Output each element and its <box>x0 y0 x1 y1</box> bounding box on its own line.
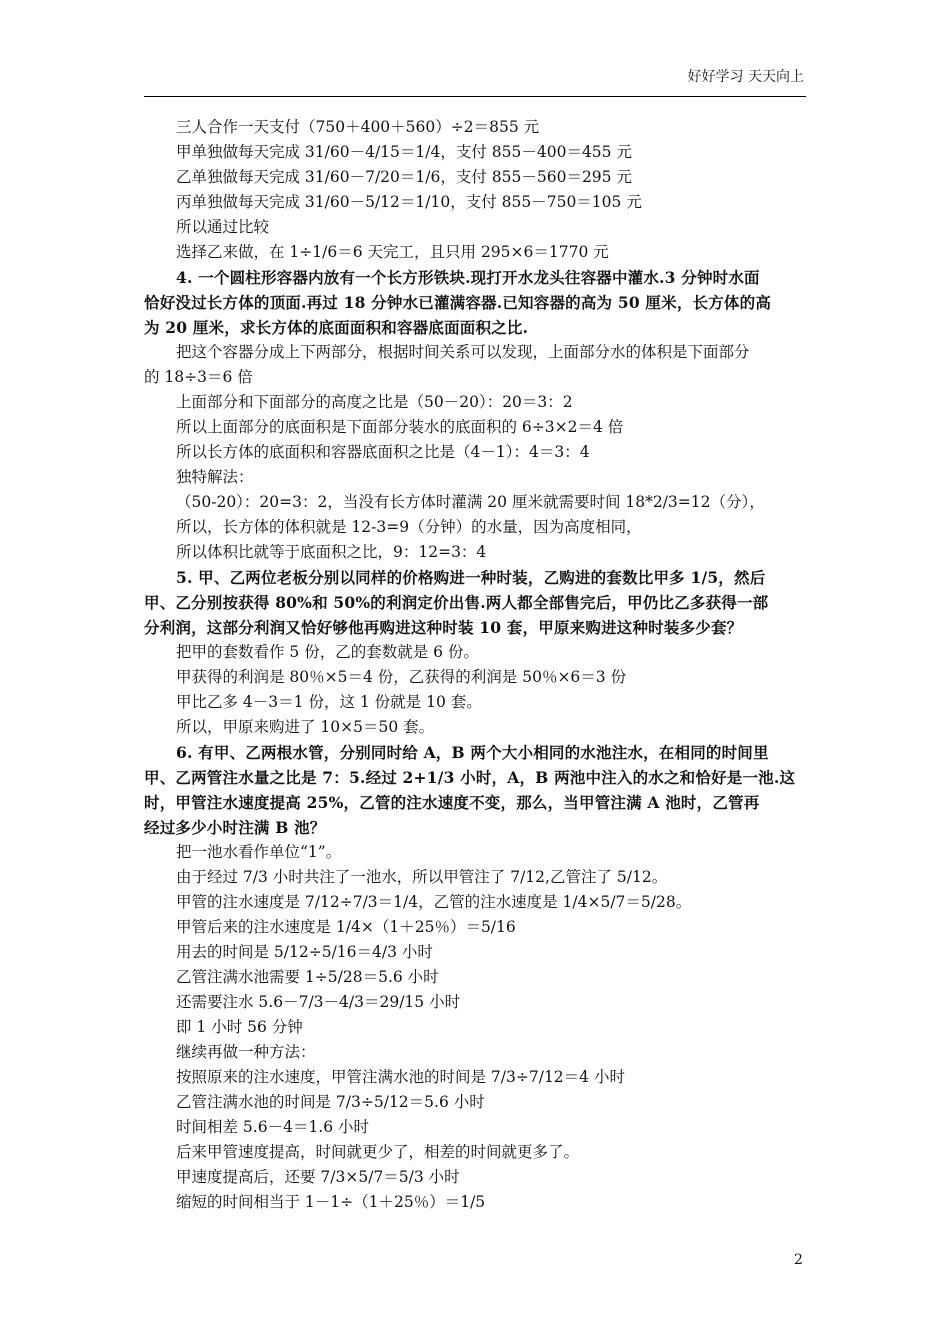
text-line: （50-20）：20=3：2，当没有长方体时灌满 20 厘米就需要时间 18*2/3=12（分）， <box>176 493 765 511</box>
question-4-line: 4. 一个圆柱形容器内放有一个长方形铁块.现打开水龙头往容器中灌水.3 分钟时水面 <box>176 268 760 287</box>
text-line: 把一池水看作单位“1”。 <box>176 843 342 861</box>
text-line: 缩短的时间相当于 1－1÷（1＋25％）＝1/5 <box>176 1193 486 1211</box>
text-line: 三人合作一天支付（750＋400＋560）÷2＝855 元 <box>176 118 540 136</box>
text-line: 独特解法： <box>176 468 254 486</box>
text-line: 所以体积比就等于底面积之比，9：12=3：4 <box>176 543 487 561</box>
text-line: 甲比乙多 4－3＝1 份，这 1 份就是 10 套。 <box>176 693 482 711</box>
text-line: 由于经过 7/3 小时共注了一池水，所以甲管注了 7/12,乙管注了 5/12。 <box>176 868 668 886</box>
question-6-line: 经过多少小时注满 B 池？ <box>144 818 326 837</box>
question-5-line: 5. 甲、乙两位老板分别以同样的价格购进一种时装，乙购进的套数比甲多 1/5，然后 <box>176 568 766 587</box>
text-line: 的 18÷3＝6 倍 <box>144 368 253 386</box>
text-line: 甲单独做每天完成 31/60－4/15＝1/4，支付 855－400＝455 元 <box>176 143 632 161</box>
text-line: 继续再做一种方法： <box>176 1043 316 1061</box>
text-line: 甲管的注水速度是 7/12÷7/3＝1/4，乙管的注水速度是 1/4×5/7＝5/28。 <box>176 893 692 911</box>
text-line: 所以上面部分的底面积是下面部分装水的底面积的 6÷3×2＝4 倍 <box>176 418 624 436</box>
text-line: 即 1 小时 56 分钟 <box>176 1018 303 1036</box>
question-5-line: 甲、乙分别按获得 80%和 50%的利润定价出售.两人都全部售完后，甲仍比乙多获得一部 <box>144 593 769 612</box>
text-line: 丙单独做每天完成 31/60－5/12＝1/10，支付 855－750＝105 元 <box>176 193 642 211</box>
question-4-line: 为 20 厘米，求长方体的底面面积和容器底面面积之比. <box>144 318 529 337</box>
text-line: 把这个容器分成上下两部分，根据时间关系可以发现，上面部分水的体积是下面部分 <box>176 343 750 361</box>
text-line: 把甲的套数看作 5 份，乙的套数就是 6 份。 <box>176 643 479 661</box>
question-4-line: 恰好没过长方体的顶面.再过 18 分钟水已灌满容器.已知容器的高为 50 厘米，长方体的高 <box>144 293 772 312</box>
question-5-line: 分利润，这部分利润又恰好够他再购进这种时装 10 套，甲原来购进这种时装多少套？ <box>144 618 743 637</box>
text-line: 所以长方体的底面积和容器底面积之比是（4－1）：4＝3：4 <box>176 443 590 461</box>
text-line: 按照原来的注水速度，甲管注满水池的时间是 7/3÷7/12＝4 小时 <box>176 1068 625 1086</box>
text-line: 上面部分和下面部分的高度之比是（50－20）：20＝3：2 <box>176 393 573 411</box>
document-body <box>144 115 812 1215</box>
text-line: 甲获得的利润是 80％×5＝4 份，乙获得的利润是 50％×6＝3 份 <box>176 668 627 686</box>
text-line: 所以，长方体的体积就是 12-3=9（分钟）的水量，因为高度相同， <box>176 518 642 536</box>
text-line: 甲速度提高后，还要 7/3×5/7＝5/3 小时 <box>176 1168 460 1186</box>
text-line: 乙管注满水池的时间是 7/3÷5/12＝5.6 小时 <box>176 1093 485 1111</box>
text-line: 还需要注水 5.6－7/3－4/3＝29/15 小时 <box>176 993 461 1011</box>
question-6-line: 6. 有甲、乙两根水管，分别同时给 A，B 两个大小相同的水池注水，在相同的时间里 <box>176 743 769 762</box>
text-line: 时间相差 5.6－4＝1.6 小时 <box>176 1118 370 1136</box>
page-header: 好好学习 天天向上 <box>687 69 804 85</box>
text-line: 所以，甲原来购进了 10×5＝50 套。 <box>176 718 435 736</box>
question-6-line: 时，甲管注水速度提高 25%，乙管的注水速度不变，那么，当甲管注满 A 池时，乙管再 <box>144 793 760 812</box>
header-rule <box>144 96 806 97</box>
text-line: 乙单独做每天完成 31/60－7/20＝1/6，支付 855－560＝295 元 <box>176 168 632 186</box>
text-line: 用去的时间是 5/12÷5/16＝4/3 小时 <box>176 943 433 961</box>
text-line: 乙管注满水池需要 1÷5/28＝5.6 小时 <box>176 968 439 986</box>
page-number: 2 <box>794 1252 803 1268</box>
text-line: 甲管后来的注水速度是 1/4×（1＋25％）＝5/16 <box>176 918 516 936</box>
text-line: 选择乙来做，在 1÷1/6＝6 天完工，且只用 295×6＝1770 元 <box>176 243 609 261</box>
text-line: 后来甲管速度提高，时间就更少了，相差的时间就更多了。 <box>176 1143 580 1161</box>
text-line: 所以通过比较 <box>176 218 270 236</box>
question-6-line: 甲、乙两管注水量之比是 7：5.经过 2+1/3 小时，A，B 两池中注入的水之和恰好是一池.这 <box>144 768 796 787</box>
